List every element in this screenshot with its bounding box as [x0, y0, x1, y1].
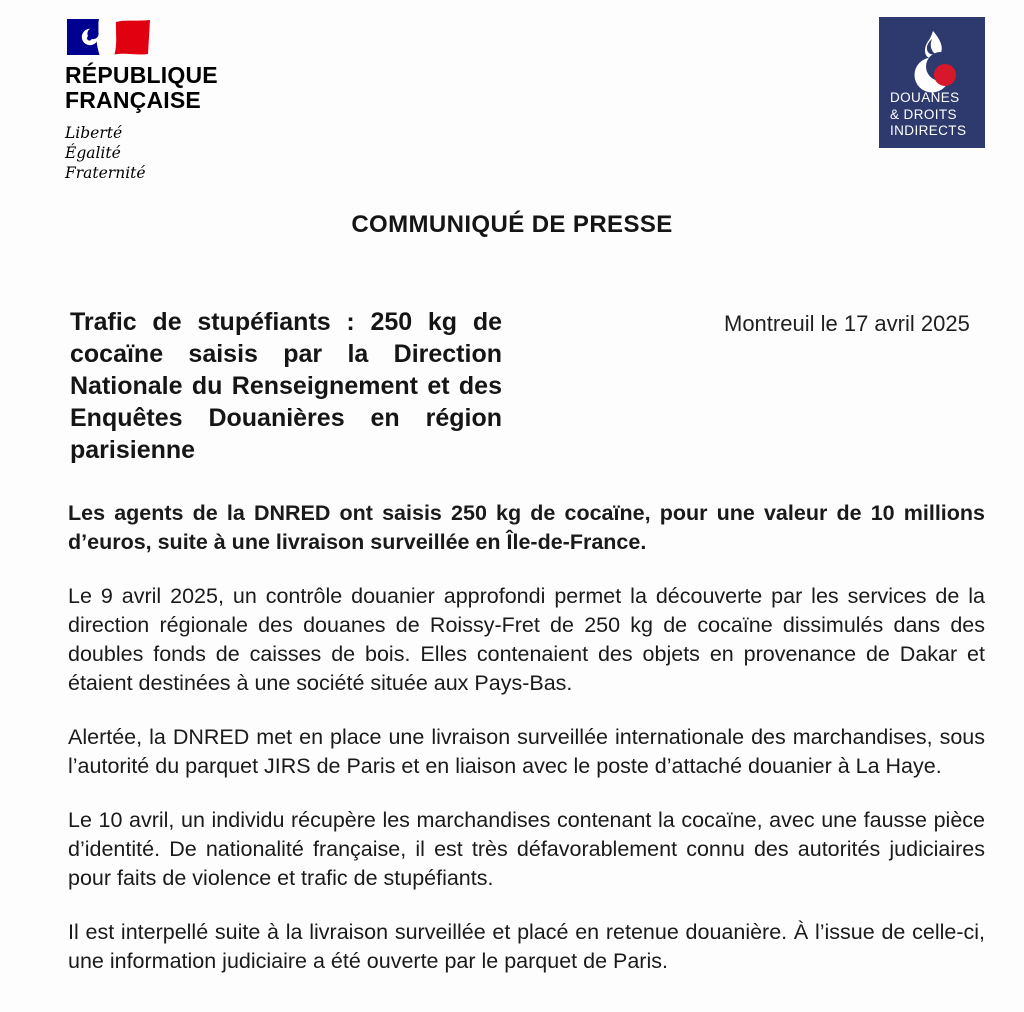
douanes-logo	[879, 17, 985, 148]
body-paragraph-2: Alertée, la DNRED met en place une livraison surveillée internationale des marchandises, sous l’autorité du parquet JIRS de Paris et en liaison avec le poste d’attaché douanier à La Haye.	[68, 725, 985, 778]
douanes-wordmark-line-2: & DROITS	[890, 106, 957, 122]
body-paragraph-4: Il est interpellé suite à la livraison surveillée et placé en retenue douanière. À l’issue de celle-ci, une information judiciaire a été ouverte par le parquet de Paris.	[68, 920, 985, 973]
document-header	[65, 17, 985, 183]
douanes-wordmark-line-1: DOUANES	[890, 90, 960, 106]
body-paragraph-3: Le 10 avril, un individu récupère les marchandises contenant la cocaïne, avec une fausse pièce d’identité. De nationalité française, il est très défavorablement connu des autorités judiciaires pour faits de violence et trafic de stupéfiants.	[68, 808, 985, 890]
press-release-kicker: COMMUNIQUÉ DE PRESSE	[351, 211, 673, 238]
republique-francaise-block	[65, 17, 295, 183]
douanes-wordmark-line-3: INDIRECTS	[890, 122, 967, 138]
dateline: Montreuil le 17 avril 2025	[724, 311, 970, 336]
lead-paragraph: Les agents de la DNRED ont saisis 250 kg de cocaïne, pour une valeur de 10 millions d’euros, suite à une livraison surveillée en Île-de-France.	[68, 501, 985, 554]
douanes-wordmark	[890, 90, 966, 139]
rf-title-line-1: RÉPUBLIQUE	[65, 62, 218, 88]
motto-egalite: Égalité	[65, 143, 121, 162]
body-text	[68, 499, 985, 1001]
motto-liberte: Liberté	[65, 123, 123, 142]
douanes-flame-emblem-icon	[879, 23, 985, 101]
republique-francaise-wordmark	[65, 63, 295, 114]
body-paragraph-1: Le 9 avril 2025, un contrôle douanier approfondi permet la découverte par les services de la direction régionale des douanes de Roissy-Fret de 250 kg de cocaïne dissimulés dans des doubles fonds de caisses de bois. Elles contenaient des objets en provenance de Dakar et étaient destinées à une société située aux Pays-Bas.	[68, 584, 985, 695]
headline: Trafic de stupéfiants : 250 kg de cocaïne saisis par la Direction Nationale du Renseignement et des Enquêtes Douanières en région parisienne	[70, 308, 502, 464]
motto-fraternite: Fraternité	[65, 163, 146, 182]
marianne-motto	[65, 123, 295, 183]
rf-title-line-2: FRANÇAISE	[65, 87, 201, 114]
french-flag-marianne-icon	[66, 18, 152, 56]
